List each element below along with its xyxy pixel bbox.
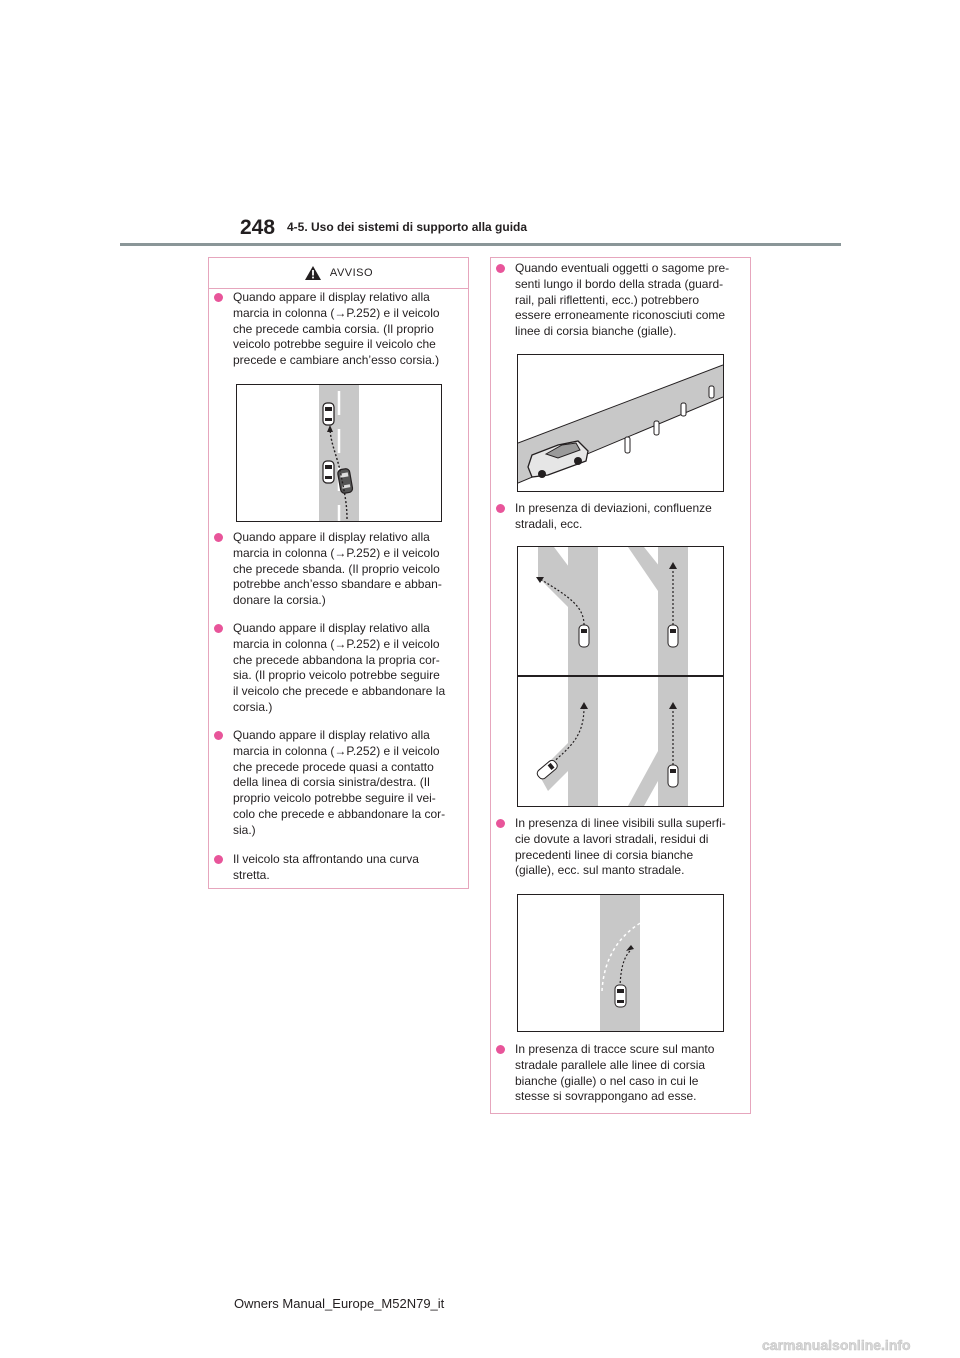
section-title: 4-5. Uso dei sistemi di supporto alla guida <box>287 220 528 234</box>
car-icon <box>668 765 678 787</box>
figure-lane-change <box>236 384 442 522</box>
list-item <box>214 728 464 839</box>
list-item-text: Quando appare il display relativo alla marcia in colonna (→P.252) e il veicolo che precede sbanda. (Il proprio veicolo potrebbe anch’esso sbandare e abban- donare la corsia.) <box>233 530 442 608</box>
car-icon <box>668 625 678 647</box>
car-icon <box>323 403 334 425</box>
list-item <box>214 621 464 716</box>
list-item-text: Quando appare il display relativo alla marcia in colonna (→P.252) e il veicolo che precede cambia corsia. (Il proprio veicolo potrebbe seguire il veicolo che precede e cambiare anch’esso corsia.) <box>233 290 440 368</box>
bullet-dot <box>214 533 223 542</box>
list-item-text: Quando appare il display relativo alla marcia in colonna (→P.252) e il veicolo che precede procede quasi a contatto della linea di corsia sinistra/destra. (Il proprio veicolo potrebbe seguire il vei- colo che precede e abbandonare la cor- sia.) <box>233 728 446 837</box>
list-item-text: In presenza di tracce scure sul manto stradale parallele alle linee di corsia bianche (gialle) o nel caso in cui le stesse si sovrappongano ad esse. <box>515 1042 715 1104</box>
list-item <box>214 290 464 369</box>
car-icon <box>579 625 589 647</box>
figure-road-marks <box>517 894 724 1032</box>
list-item <box>496 501 746 533</box>
bullet-dot <box>496 264 505 273</box>
svg-text:carmanualsonline.info: carmanualsonline.info <box>762 1337 911 1353</box>
list-item-text: In presenza di deviazioni, confluenze stradali, ecc. <box>515 501 712 531</box>
car-icon <box>323 461 334 483</box>
list-item <box>496 1042 746 1105</box>
footer-text: Owners Manual_Europe_M52N79_it <box>234 1296 445 1311</box>
bullet-dot <box>214 731 223 740</box>
warning-header <box>209 258 468 289</box>
list-item-text: In presenza di linee visibili sulla superfi- cie dovute a lavori stradali, residui di precedenti linee di corsia bianche (gialle), ecc. sul manto stradale. <box>515 816 726 878</box>
page-number: 248 <box>240 216 276 239</box>
list-item <box>496 816 746 879</box>
list-item-text: Il veicolo sta affrontando una curva stretta. <box>233 852 419 882</box>
list-item <box>496 261 746 340</box>
warning-triangle-icon <box>304 265 322 281</box>
warning-title: AVVISO <box>329 267 374 279</box>
list-item <box>214 530 464 609</box>
watermark-logo <box>762 1337 952 1353</box>
bullet-dot <box>214 855 223 864</box>
bullet-dot <box>496 819 505 828</box>
bullet-dot <box>214 624 223 633</box>
header-rule <box>120 243 841 246</box>
bullet-dot <box>496 1045 505 1054</box>
list-item-text: Quando eventuali oggetti o sagome pre- senti lungo il bordo della strada (guard- rail, pali riflettenti, ecc.) potrebbero essere erroneamente riconosciuti come linee di corsia bianche (gialle). <box>515 261 730 339</box>
bullet-dot <box>496 504 505 513</box>
figure-branches-merges <box>517 546 724 807</box>
car-icon <box>615 985 626 1007</box>
list-item-text: Quando appare il display relativo alla marcia in colonna (→P.252) e il veicolo che precede abbandona la propria cor- sia. (Il proprio veicolo potrebbe seguire il veicolo che precede e abbandonare la corsia.) <box>233 621 446 714</box>
figure-roadside-objects <box>517 354 724 492</box>
list-item <box>214 852 464 884</box>
bullet-dot <box>214 293 223 302</box>
